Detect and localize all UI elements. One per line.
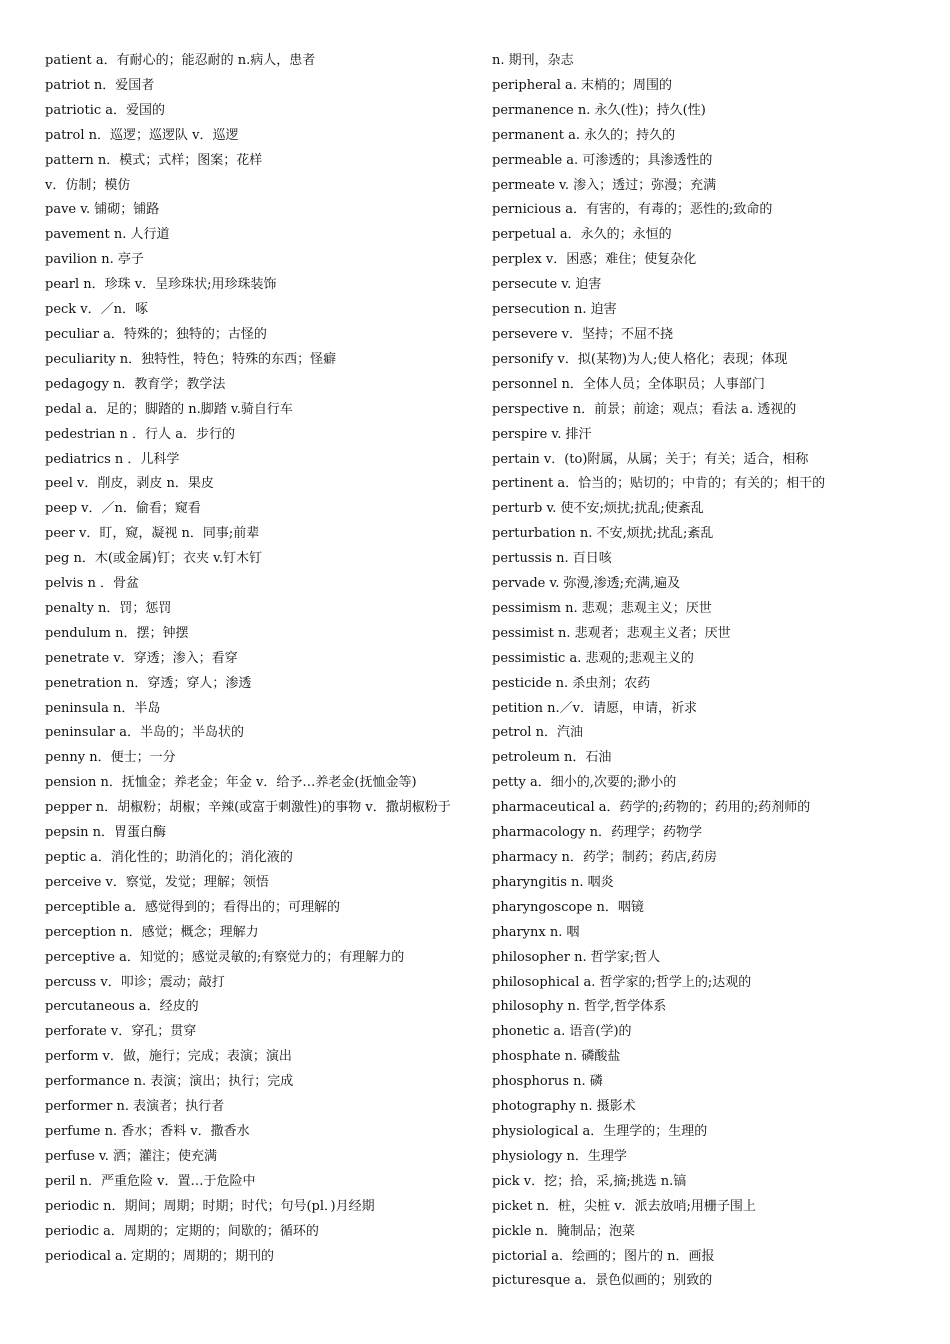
vocabulary-entry: picturesque a．景色似画的；别致的 <box>492 1273 713 1289</box>
vocabulary-entry: pertussis n. 百日咳 <box>492 551 612 567</box>
vocabulary-entry: peninsular a．半岛的；半岛状的 <box>45 725 244 741</box>
vocabulary-entry: permanent a. 永久的；持久的 <box>492 127 676 143</box>
vocabulary-entry: phonetic a. 语音(学)的 <box>492 1024 632 1040</box>
vocabulary-entry: patriot n．爱国者 <box>45 77 155 93</box>
vocabulary-entry: petroleum n．石油 <box>492 750 612 766</box>
vocabulary-entry: personify v．拟(某物)为人;使人格化；表现；体现 <box>492 351 788 367</box>
vocabulary-entry: philosophical a. 哲学家的;哲学上的;达观的 <box>492 974 752 990</box>
vocabulary-entry: peripheral a. 末梢的；周围的 <box>492 77 673 93</box>
vocabulary-entry: peck v．／n．啄 <box>45 302 149 318</box>
vocabulary-entry: peninsula n．半岛 <box>45 700 161 716</box>
vocabulary-entry: pharyngitis n. 咽炎 <box>492 874 614 890</box>
vocabulary-entry: petition n.／v．请愿，申请，祈求 <box>492 700 697 716</box>
vocabulary-entry: pepsin n．胃蛋白酶 <box>45 825 167 841</box>
vocabulary-entry: perception n．感觉；概念；理解力 <box>45 924 259 940</box>
vocabulary-entry: perpetual a．永久的；永恒的 <box>492 227 672 243</box>
vocabulary-entry: pattern n．模式；式样；图案；花样 <box>45 152 263 168</box>
vocabulary-entry: pickle n．腌制品；泡菜 <box>492 1223 635 1239</box>
vocabulary-entry: photography n. 摄影术 <box>492 1099 636 1115</box>
vocabulary-entry: percutaneous a．经皮的 <box>45 999 199 1015</box>
vocabulary-entry: pediatrics n ．儿科学 <box>45 451 180 467</box>
vocabulary-entry: percuss v．叩诊；震动；敲打 <box>45 974 225 990</box>
vocabulary-entry: peculiarity n．独特性，特色；特殊的东西；怪癖 <box>45 351 337 367</box>
vocabulary-entry: peril n．严重危险 v．置…于危险中 <box>45 1173 256 1189</box>
vocabulary-entry: permeable a. 可渗透的；具渗透性的 <box>492 152 713 168</box>
vocabulary-entry: perform v．做，施行；完成；表演；演出 <box>45 1049 292 1065</box>
vocabulary-entry: periodical a. 定期的；周期的；期刊的 <box>45 1248 275 1264</box>
vocabulary-entry: pernicious a．有害的，有毒的；恶性的;致命的 <box>492 202 773 218</box>
vocabulary-entry: performance n. 表演；演出；执行；完成 <box>45 1074 294 1090</box>
vocabulary-entry: pearl n．珍珠 v．呈珍珠状;用珍珠装饰 <box>45 277 277 293</box>
vocabulary-entry: pharynx n. 咽 <box>492 924 580 940</box>
vocabulary-entry: patient a．有耐心的；能忍耐的 n.病人，患者 <box>45 53 316 68</box>
vocabulary-entry: penetrate v．穿透；渗入；看穿 <box>45 650 238 666</box>
vocabulary-entry: pharyngoscope n．咽镜 <box>492 899 644 915</box>
vocabulary-entry: performer n. 表演者；执行者 <box>45 1099 225 1115</box>
vocabulary-entry: perspective n．前景；前途；观点；看法 a. 透视的 <box>492 401 797 417</box>
vocabulary-entry: peer v．盯，窥，凝视 n．同事;前辈 <box>45 526 260 542</box>
vocabulary-entry: pharmacy n．药学；制药；药店,药房 <box>492 850 717 865</box>
vocabulary-entry: pertain v．(to)附属，从属；关于；有关；适合，相称 <box>492 451 809 467</box>
vocabulary-entry: pharmaceutical a．药学的;药物的；药用的;药剂师的 <box>492 800 811 816</box>
vocabulary-entry: pervade v. 弥漫,渗透;充满,遍及 <box>492 576 681 592</box>
vocabulary-entry: perturbation n. 不安,烦扰;扰乱;紊乱 <box>492 526 714 542</box>
vocabulary-entry: pelvis n ．骨盆 <box>45 576 139 592</box>
vocabulary-entry: physiological a．生理学的；生理的 <box>492 1123 708 1139</box>
vocabulary-entry: penny n．便士；一分 <box>45 750 176 766</box>
vocabulary-entry: v．仿制；模仿 <box>45 177 131 193</box>
vocabulary-entry: phosphate n. 磷酸盐 <box>492 1049 621 1065</box>
vocabulary-entry: pertinent a．恰当的；贴切的；中肯的；有关的；相干的 <box>492 476 826 492</box>
vocabulary-entry: peptic a．消化性的；助消化的；消化液的 <box>45 850 293 865</box>
vocabulary-entry: pharmacology n．药理学；药物学 <box>492 825 702 841</box>
vocabulary-entry: pavilion n. 亭子 <box>45 252 144 268</box>
vocabulary-entry: pessimist n. 悲观者；悲观主义者；厌世 <box>492 625 731 641</box>
vocabulary-entry: pedestrian n ．行人 a．步行的 <box>45 426 235 442</box>
vocabulary-entry: peel v．削皮，剥皮 n．果皮 <box>45 476 214 492</box>
vocabulary-entry: penetration n．穿透；穿人；渗透 <box>45 675 252 691</box>
vocabulary-entry: n. 期刊，杂志 <box>492 53 574 68</box>
vocabulary-entry: penalty n．罚；惩罚 <box>45 600 172 616</box>
vocabulary-entry: persevere v．坚持；不屈不挠 <box>492 326 674 342</box>
vocabulary-entry: personnel n．全体人员；全体职员；人事部门 <box>492 376 765 392</box>
vocabulary-entry: perforate v．穿孔；贯穿 <box>45 1024 197 1040</box>
vocabulary-entry: persecute v. 迫害 <box>492 277 602 293</box>
vocabulary-entry: pave v. 铺砌；铺路 <box>45 202 160 218</box>
vocabulary-entry: periodic n．期间；周期；时期；时代；句号(pl．)月经期 <box>45 1198 375 1214</box>
vocabulary-entry: pedagogy n．教育学；教学法 <box>45 376 226 392</box>
vocabulary-entry: petty a．细小的,次要的;渺小的 <box>492 775 677 791</box>
vocabulary-entry: persecution n. 迫害 <box>492 302 617 318</box>
vocabulary-entry: philosophy n. 哲学,哲学体系 <box>492 999 667 1015</box>
vocabulary-entry: peep v．／n．偷看；窥看 <box>45 501 201 517</box>
vocabulary-entry: periodic a．周期的；定期的；间歇的；循环的 <box>45 1223 319 1239</box>
vocabulary-entry: picket n．桩，尖桩 v．派去放哨;用栅子围上 <box>492 1198 756 1214</box>
vocabulary-entry: phosphorus n. 磷 <box>492 1074 603 1090</box>
vocabulary-entry: pendulum n．摆；钟摆 <box>45 625 189 641</box>
vocabulary-entry: physiology n．生理学 <box>492 1148 627 1164</box>
vocabulary-entry: patrol n．巡逻；巡逻队 v．巡逻 <box>45 127 239 143</box>
left-column <box>45 49 470 1269</box>
vocabulary-entry: perplex v．困惑；难住；使复杂化 <box>492 252 697 268</box>
vocabulary-entry: pepper n．胡椒粉；胡椒；辛辣(或富于刺激性)的事物 v．撒胡椒粉于 <box>45 800 451 816</box>
vocabulary-entry: philosopher n. 哲学家;哲人 <box>492 949 661 965</box>
vocabulary-entry: perceptible a．感觉得到的；看得出的；可理解的 <box>45 899 340 915</box>
vocabulary-entry: perfuse v. 洒；灌注；使充满 <box>45 1148 217 1164</box>
vocabulary-entry: pesticide n. 杀虫剂；农药 <box>492 675 651 691</box>
vocabulary-entry: perceptive a．知觉的；感觉灵敏的;有察觉力的；有理解力的 <box>45 949 405 965</box>
vocabulary-entry: pension n．抚恤金；养老金；年金 v．给予…养老金(抚恤金等) <box>45 775 417 791</box>
vocabulary-entry: pessimism n. 悲观；悲观主义；厌世 <box>492 600 712 616</box>
vocabulary-entry: pedal a．足的；脚踏的 n.脚踏 v.骑自行车 <box>45 401 293 417</box>
vocabulary-entry: pick v．挖；拾，采,摘;挑选 n.镐 <box>492 1173 687 1189</box>
vocabulary-entry: patriotic a．爱国的 <box>45 102 166 118</box>
vocabulary-entry: pictorial a．绘画的；图片的 n．画报 <box>492 1248 715 1264</box>
vocabulary-entry: permeate v. 渗入；透过；弥漫；充满 <box>492 177 717 193</box>
vocabulary-entry: perturb v. 使不安;烦扰;扰乱;使紊乱 <box>492 501 704 517</box>
vocabulary-entry: perceive v．察觉，发觉；理解；领悟 <box>45 874 269 890</box>
vocabulary-entry: petrol n．汽油 <box>492 725 583 741</box>
vocabulary-entry: perfume n. 香水；香料 v．撒香水 <box>45 1123 250 1139</box>
vocabulary-entry: permanence n. 永久(性)；持久(性) <box>492 102 706 118</box>
vocabulary-entry: peculiar a．特殊的；独特的；古怪的 <box>45 326 267 342</box>
vocabulary-entry: pessimistic a. 悲观的;悲观主义的 <box>492 650 694 666</box>
vocabulary-entry: perspire v. 排汗 <box>492 426 592 442</box>
vocabulary-entry: peg n．木(或金属)钉；衣夹 v.钉木钉 <box>45 551 263 567</box>
vocabulary-entry: pavement n. 人行道 <box>45 227 170 243</box>
right-column <box>492 49 932 1294</box>
